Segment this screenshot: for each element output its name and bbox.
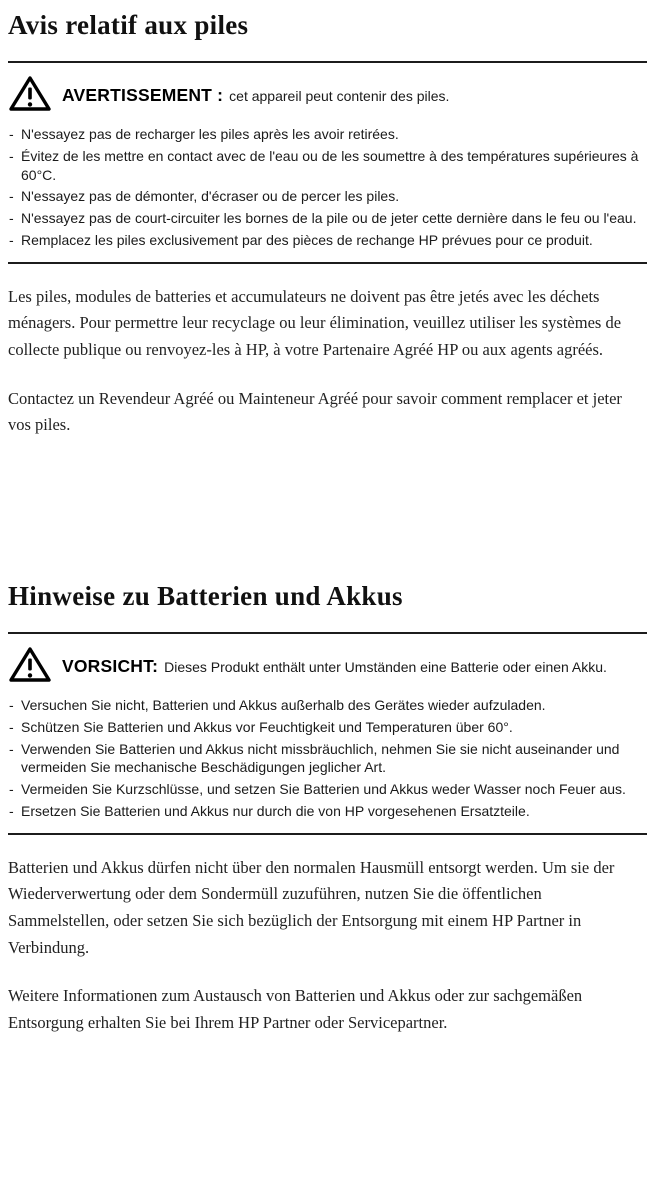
bullet-item: - N'essayez pas de démonter, d'écraser ou de percer les piles. xyxy=(8,187,647,206)
divider-under-warning xyxy=(8,833,647,835)
warning-triangle-icon xyxy=(8,646,52,684)
bullet-item: - N'essayez pas de court-circuiter les bornes de la pile ou de jeter cette dernière dans le feu ou l'eau. xyxy=(8,209,647,228)
warning-label: AVERTISSEMENT : xyxy=(62,85,224,105)
paragraph: Weitere Informationen zum Austausch von Batterien und Akkus oder zur sachgemäßen Entsorgung erhalten Sie bei Ihrem HP Partner oder Servicepartner. xyxy=(8,986,583,1033)
divider-under-title xyxy=(8,61,647,63)
bullet-item: - Verwenden Sie Batterien und Akkus nicht missbräuchlich, nehmen Sie sie nicht auseinander und vermeiden Sie mechanische Beschädigungen jeglicher Art. xyxy=(8,740,647,778)
divider-under-title xyxy=(8,632,647,634)
warning-label: VORSICHT: xyxy=(62,656,159,677)
bullet-item: - Versuchen Sie nicht, Batterien und Akkus außerhalb des Gerätes wieder aufzuladen. xyxy=(8,696,647,715)
warning-triangle-icon xyxy=(8,75,52,113)
paragraph: Batterien und Akkus dürfen nicht über den normalen Hausmüll entsorgt werden. Um sie der Wiederverwertung oder dem Sondermüll zuzuführen, nutzen Sie die öffentlichen Sammelstellen, oder setzen Sie sich bezüglich der Entsorgung mit einem HP Partner in Verbindung. xyxy=(8,857,615,957)
bullet-item: - Évitez de les mettre en contact avec de l'eau ou de les soumettre à des températures supérieures à 60°C. xyxy=(8,147,647,185)
warning-header-french xyxy=(8,77,647,115)
bullet-item: - Schützen Sie Batterien und Akkus vor Feuchtigkeit und Temperaturen über 60°. xyxy=(8,718,647,737)
warning-text: Dieses Produkt enthält unter Umständen eine Batterie oder einen Akku. xyxy=(164,659,607,676)
bullet-item: - N'essayez pas de recharger les piles après les avoir retirées. xyxy=(8,125,647,144)
body-text-german xyxy=(8,855,647,1037)
bullet-item: - Remplacez les piles exclusivement par des pièces de rechange HP prévues pour ce produit. xyxy=(8,231,647,250)
warning-bullet-list-french xyxy=(8,125,647,250)
warning-text-line xyxy=(8,648,647,679)
warning-text-line xyxy=(8,77,647,108)
warning-bullet-list-german xyxy=(8,696,647,821)
body-text-french xyxy=(8,284,647,440)
section-german-battery-notice xyxy=(8,581,647,1037)
divider-under-warning xyxy=(8,262,647,264)
bullet-item: - Ersetzen Sie Batterien und Akkus nur durch die von HP vorgesehenen Ersatzteile. xyxy=(8,802,647,821)
paragraph: Les piles, modules de batteries et accumulateurs ne doivent pas être jetés avec les déchets ménagers. Pour permettre leur recyclage ou leur élimination, veuillez utiliser les systèmes de collecte publique ou renvoyez-les à HP, à votre Partenaire Agréé HP ou aux agents agréés. xyxy=(8,286,622,359)
paragraph: Contactez un Revendeur Agréé ou Mainteneur Agréé pour savoir comment remplacer et jeter vos piles. xyxy=(8,388,622,435)
section-french-battery-notice xyxy=(8,10,647,439)
page-title-german: Hinweise zu Batterien und Akkus xyxy=(8,581,403,612)
warning-header-german xyxy=(8,648,647,686)
warning-text: cet appareil peut contenir des piles. xyxy=(229,88,450,104)
page-title-french: Avis relatif aux piles xyxy=(8,10,249,40)
bullet-item: - Vermeiden Sie Kurzschlüsse, und setzen Sie Batterien und Akkus weder Wasser noch Feuer aus. xyxy=(8,780,647,799)
